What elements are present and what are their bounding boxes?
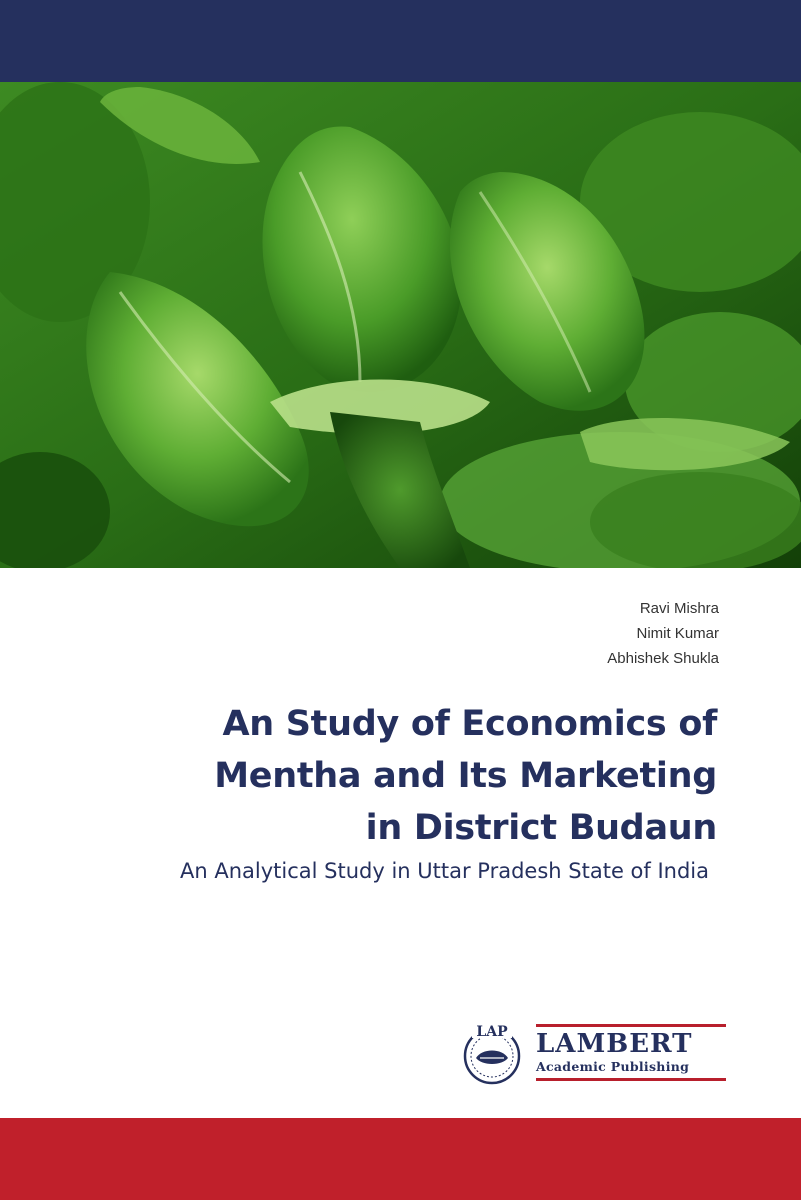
publisher-logo — [458, 1020, 728, 1086]
lap-seal-text: LAP — [476, 1024, 508, 1040]
book-title — [77, 698, 717, 854]
title-line: Mentha and Its Marketing — [214, 756, 717, 796]
publisher-wordmark — [536, 1024, 726, 1081]
publisher-rule-bottom — [536, 1078, 726, 1081]
author-name: Nimit Kumar — [636, 625, 719, 642]
lap-seal-icon — [458, 1020, 526, 1086]
publisher-tagline: Academic Publishing — [536, 1059, 690, 1074]
book-subtitle: An Analytical Study in Uttar Pradesh State of India — [180, 859, 709, 883]
author-name: Ravi Mishra — [639, 600, 719, 617]
mint-leaves-photo — [0, 82, 801, 568]
top-color-band — [0, 0, 801, 82]
title-line: An Study of Economics of — [222, 704, 717, 744]
publisher-name: LAMBERT — [536, 1029, 693, 1059]
title-line: in District Budaun — [365, 808, 717, 848]
author-name: Abhishek Shukla — [607, 650, 719, 667]
publisher-rule-top — [536, 1024, 726, 1027]
author-list — [607, 596, 719, 671]
bottom-color-band — [0, 1118, 801, 1200]
